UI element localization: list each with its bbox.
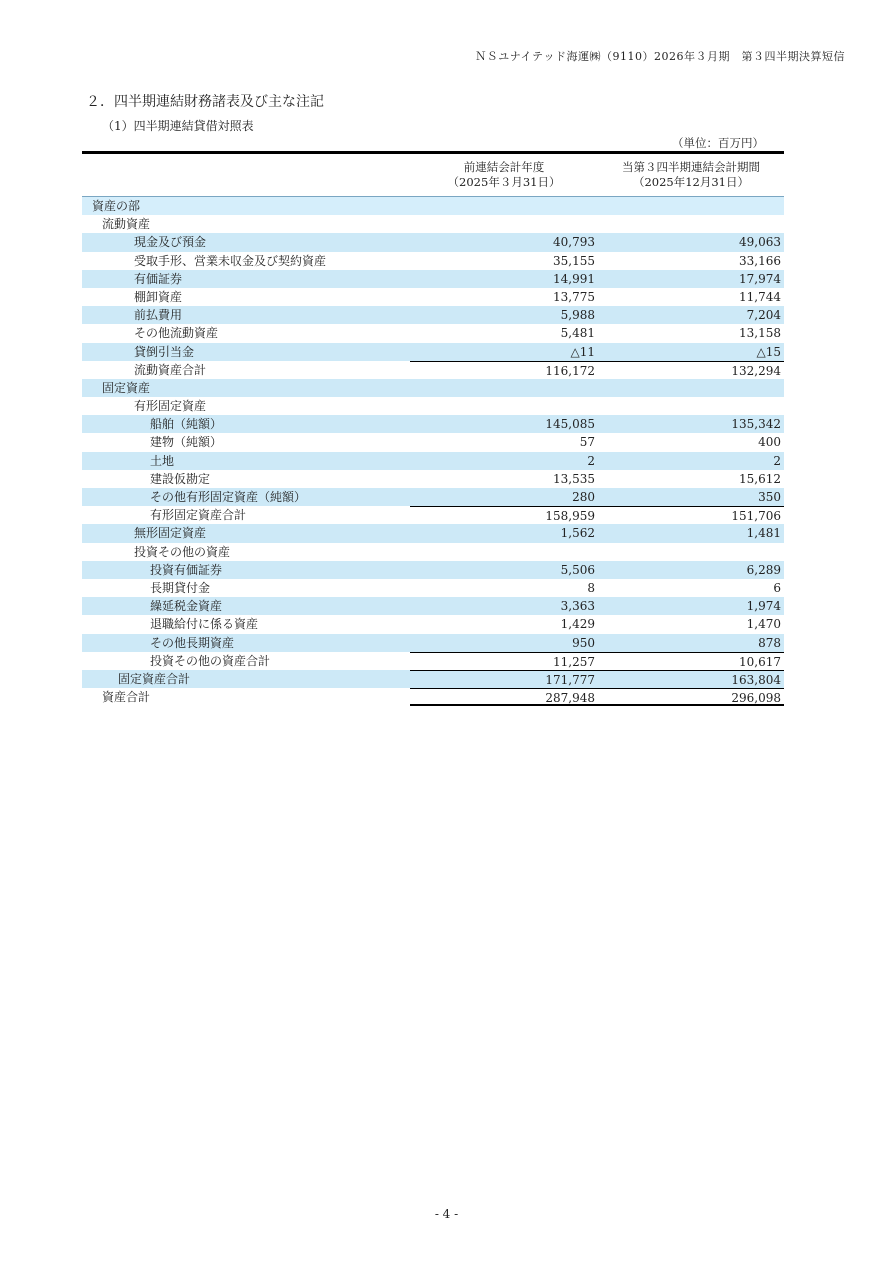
table-row-total xyxy=(82,361,784,379)
row-label: 有価証券 xyxy=(134,271,183,286)
column-header-prev-date: （2025年３月31日） xyxy=(447,175,561,189)
row-prev-value: 145,085 xyxy=(545,417,595,432)
table-row xyxy=(82,196,784,215)
row-curr-value: 17,974 xyxy=(739,271,781,286)
row-prev-value xyxy=(410,543,598,561)
row-label: 受取手形、営業未収金及び契約資産 xyxy=(134,253,327,268)
row-label: 資産の部 xyxy=(92,199,141,213)
table-row xyxy=(82,306,784,324)
table-row xyxy=(82,233,784,251)
table-row xyxy=(82,543,784,561)
table-row xyxy=(82,561,784,579)
row-prev-value: 13,535 xyxy=(553,471,595,486)
row-prev-value: △11 xyxy=(570,344,595,359)
table-row xyxy=(82,270,784,288)
table-row xyxy=(82,215,784,233)
document-header: ＮＳユナイテッド海運㈱（9110）2026年３月期 第３四半期決算短信 xyxy=(475,50,845,63)
table-row-total xyxy=(82,670,784,688)
row-curr-value xyxy=(598,543,784,561)
row-curr-value xyxy=(598,215,784,233)
row-curr-value: 10,617 xyxy=(598,652,784,670)
row-prev-value: 57 xyxy=(579,435,595,450)
row-curr-value: 13,158 xyxy=(739,326,781,341)
row-curr-value: 400 xyxy=(758,435,781,450)
row-prev-value: 40,793 xyxy=(553,235,595,250)
row-curr-value: 1,481 xyxy=(746,526,781,541)
row-curr-value xyxy=(598,397,784,415)
row-prev-value: 116,172 xyxy=(410,361,598,379)
row-prev-value: 13,775 xyxy=(553,289,595,304)
row-prev-value: 11,257 xyxy=(410,652,598,670)
row-prev-value: 171,777 xyxy=(410,670,598,688)
table-row xyxy=(82,379,784,397)
row-curr-value: 6 xyxy=(773,580,781,595)
row-prev-value: 3,363 xyxy=(560,599,595,614)
row-label: 固定資産合計 xyxy=(118,671,191,686)
row-label: 投資その他の資産合計 xyxy=(150,653,271,668)
row-label: 船舶（純額） xyxy=(150,417,223,432)
row-prev-value: 287,948 xyxy=(410,688,598,706)
table-row xyxy=(82,470,784,488)
column-header-prev-title: 前連結会計年度 xyxy=(463,160,545,174)
column-header-curr-title: 当第３四半期連結会計期間 xyxy=(622,160,760,174)
row-curr-value: 33,166 xyxy=(739,253,781,268)
row-label: 流動資産合計 xyxy=(134,362,207,377)
row-label: 固定資産 xyxy=(102,380,151,395)
row-label: 前払費用 xyxy=(134,308,183,323)
row-label: 長期貸付金 xyxy=(150,580,211,595)
row-label: その他有形固定資産（純額） xyxy=(150,490,307,504)
page-number: - 4 - xyxy=(434,1207,459,1221)
row-curr-value: 1,974 xyxy=(746,599,781,614)
row-label: その他長期資産 xyxy=(150,635,235,650)
balance-sheet-table xyxy=(82,151,784,706)
row-prev-value: 280 xyxy=(572,490,595,504)
row-curr-value: 350 xyxy=(758,490,781,504)
row-label: 貸倒引当金 xyxy=(134,344,195,359)
row-prev-value xyxy=(410,379,598,397)
row-prev-value: 158,959 xyxy=(410,506,598,524)
row-prev-value: 8 xyxy=(587,580,595,595)
table-row xyxy=(82,597,784,615)
row-prev-value xyxy=(410,397,598,415)
table-row xyxy=(82,324,784,342)
row-label: 無形固定資産 xyxy=(134,526,207,541)
row-label: 有形固定資産合計 xyxy=(150,508,247,523)
table-row xyxy=(82,415,784,433)
row-curr-value: 15,612 xyxy=(739,471,781,486)
table-row xyxy=(82,524,784,542)
column-header-curr xyxy=(598,154,784,196)
row-label: 有形固定資産 xyxy=(134,399,207,414)
row-prev-value: 950 xyxy=(572,635,595,650)
table-row xyxy=(82,433,784,451)
row-label: その他流動資産 xyxy=(134,326,219,341)
row-label: 資産合計 xyxy=(102,690,151,705)
table-row xyxy=(82,397,784,415)
section-title: ２．四半期連結財務諸表及び主な注記 xyxy=(86,94,324,110)
row-prev-value: 5,988 xyxy=(560,308,595,323)
row-curr-value: 163,804 xyxy=(598,670,784,688)
row-prev-value: 14,991 xyxy=(553,271,595,286)
row-label: 建物（純額） xyxy=(150,435,223,450)
row-prev-value xyxy=(410,197,598,215)
row-label: 棚卸資産 xyxy=(134,289,183,304)
row-prev-value: 1,429 xyxy=(560,617,595,632)
column-header-label xyxy=(82,154,410,196)
row-curr-value: 135,342 xyxy=(731,417,781,432)
row-label: 繰延税金資産 xyxy=(150,599,223,614)
row-label: 投資その他の資産 xyxy=(134,544,231,559)
sub-title: （1）四半期連結貸借対照表 xyxy=(102,119,254,133)
row-curr-value: 49,063 xyxy=(739,235,781,250)
row-label: 建設仮勘定 xyxy=(150,471,211,486)
row-label: 投資有価証券 xyxy=(150,562,223,577)
row-label: 流動資産 xyxy=(102,217,151,232)
row-label: 土地 xyxy=(150,453,175,468)
row-curr-value: 2 xyxy=(773,453,781,468)
row-prev-value: 35,155 xyxy=(553,253,595,268)
row-prev-value: 2 xyxy=(587,453,595,468)
row-curr-value: 7,204 xyxy=(746,308,781,323)
column-header-curr-date: （2025年12月31日） xyxy=(632,175,750,189)
row-curr-value: 878 xyxy=(758,635,781,650)
row-curr-value: 296,098 xyxy=(598,688,784,706)
row-prev-value: 5,506 xyxy=(560,562,595,577)
table-row xyxy=(82,488,784,506)
table-row xyxy=(82,634,784,652)
row-prev-value xyxy=(410,215,598,233)
table-row xyxy=(82,615,784,633)
row-prev-value: 1,562 xyxy=(560,526,595,541)
row-label: 現金及び預金 xyxy=(134,235,207,250)
table-row-total xyxy=(82,652,784,670)
table-row xyxy=(82,343,784,361)
table-row xyxy=(82,252,784,270)
column-header-prev xyxy=(410,154,598,196)
table-row xyxy=(82,288,784,306)
row-curr-value: 1,470 xyxy=(746,617,781,632)
table-row-total xyxy=(82,506,784,524)
row-curr-value: 132,294 xyxy=(598,361,784,379)
table-row-grand-total xyxy=(82,688,784,706)
row-prev-value: 5,481 xyxy=(560,326,595,341)
table-row xyxy=(82,452,784,470)
row-curr-value xyxy=(598,197,784,215)
row-label: 退職給付に係る資産 xyxy=(150,617,259,632)
row-curr-value: 6,289 xyxy=(746,562,781,577)
table-row xyxy=(82,579,784,597)
row-curr-value: △15 xyxy=(756,344,781,359)
row-curr-value: 151,706 xyxy=(598,506,784,524)
row-curr-value xyxy=(598,379,784,397)
row-curr-value: 11,744 xyxy=(739,289,781,304)
column-header-row xyxy=(82,154,784,196)
unit-label: （単位：百万円） xyxy=(672,136,764,150)
